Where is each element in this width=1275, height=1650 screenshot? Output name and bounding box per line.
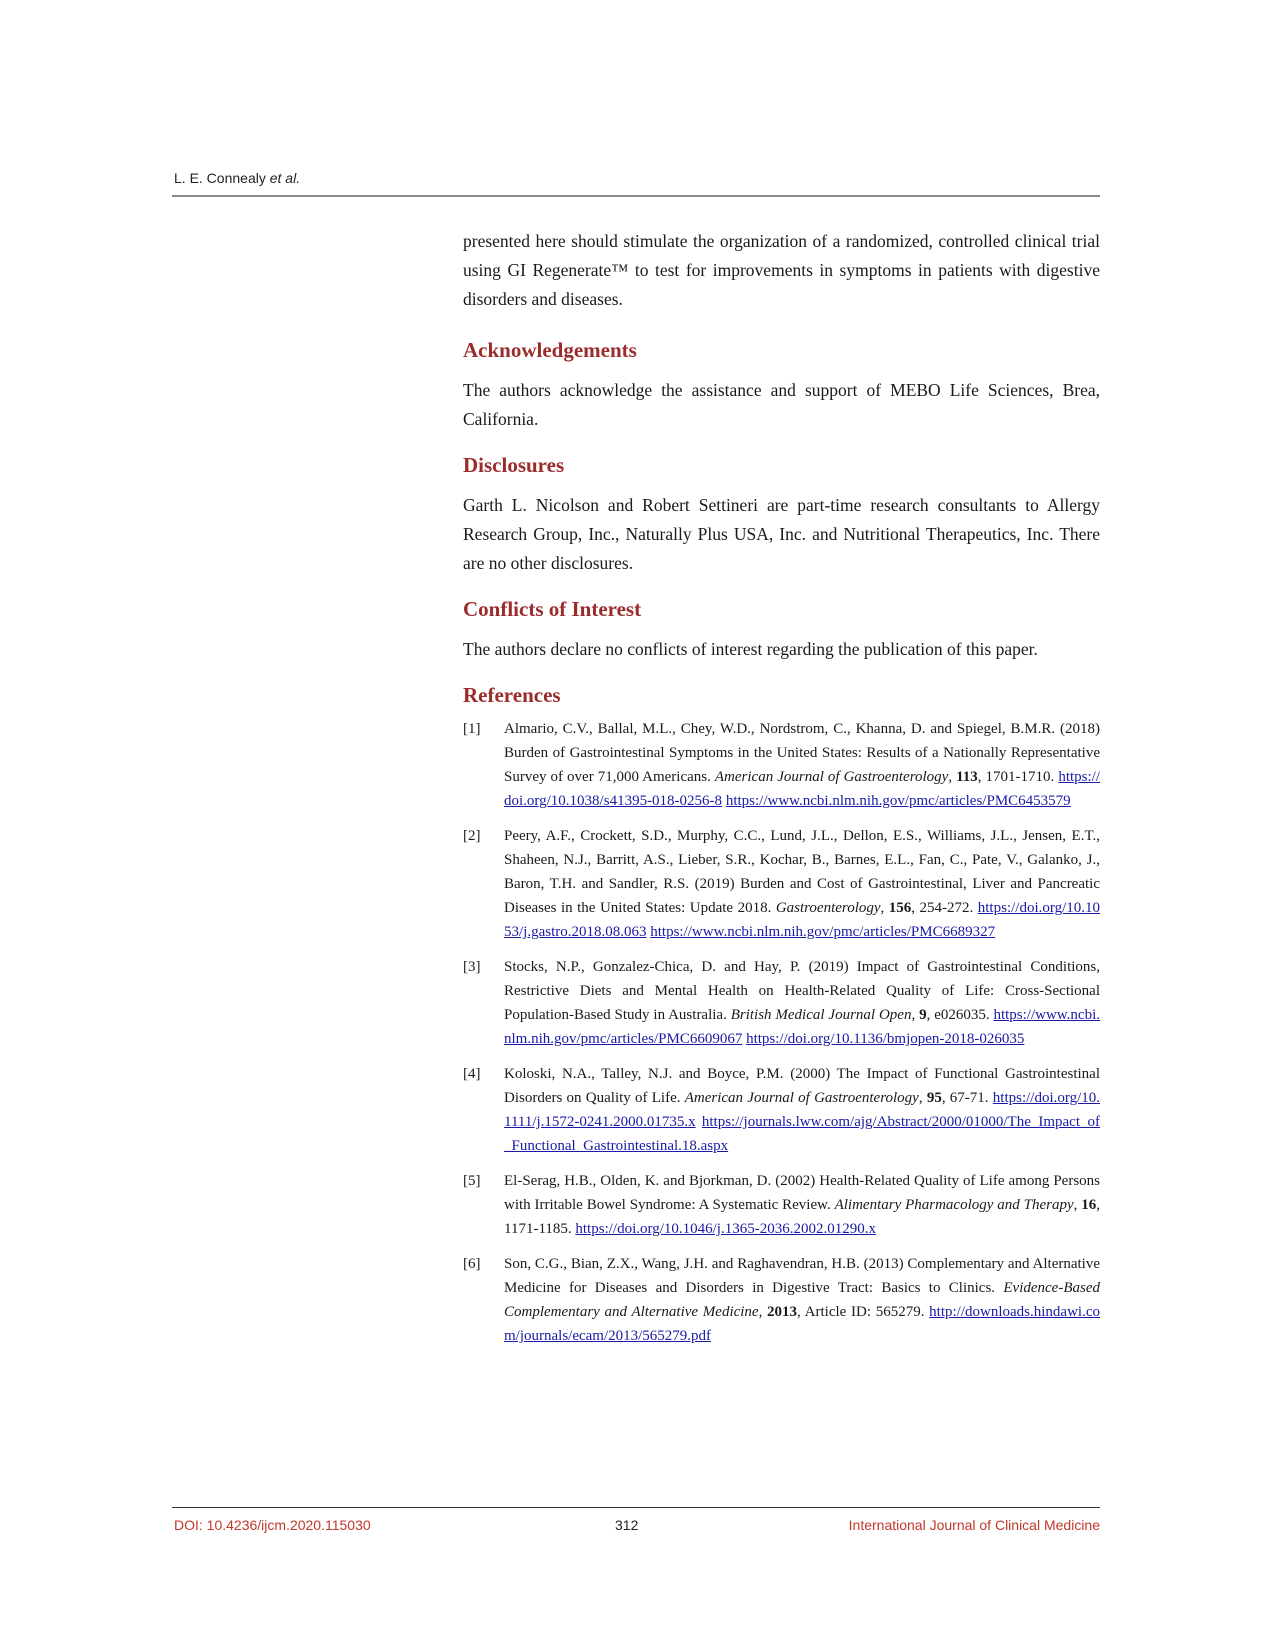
acknowledgements-text: The authors acknowledge the assistance and support of MEBO Life Sciences, Brea, California. [463, 380, 1100, 429]
reference-list [463, 717, 1100, 1348]
page-number: 312 [615, 1517, 639, 1533]
reference-doi-link[interactable]: https://doi.org/10.1046/j.1365-2036.2002.01290.x [575, 1221, 876, 1237]
reference-item [463, 717, 1100, 813]
reference-pmc-link[interactable]: https://www.ncbi.nlm.nih.gov/pmc/articles/PMC6609067 [504, 1007, 1100, 1047]
reference-item [463, 1062, 1100, 1158]
reference-number: [4] [463, 1066, 481, 1082]
reference-doi-link[interactable]: https://doi.org/10.1053/j.gastro.2018.08.063 [504, 900, 1100, 940]
reference-volume: 16 [1081, 1197, 1097, 1213]
reference-journal: Gastroenterology [775, 900, 881, 916]
reference-pages: , 1701-1710. [977, 769, 1059, 785]
reference-item [463, 824, 1100, 944]
reference-volume: 113 [956, 769, 978, 785]
reference-pages: , 67-71. [941, 1090, 993, 1106]
reference-doi-link[interactable]: https://doi.org/10.1111/j.1572-0241.2000.01735.x [504, 1090, 1101, 1130]
running-head-author: L. E. Connealy [174, 170, 266, 186]
reference-text: Koloski, N.A., Talley, N.J. and Boyce, P.M. (2000) The Impact of Functional Gastrointestinal Disorders on Quality of Life. American Journal of Gastroenterology, 95, 67-71. https://doi.org/10.1111/j.1572-0241.2000.01735.x https://journals.lww.com/ajg/Abstract/2000/01000/The_Impact_of_Functional_Gastrointestinal.18.aspx [504, 1066, 1101, 1154]
footer-journal-name: International Journal of Clinical Medicine [848, 1517, 1100, 1533]
reference-authors: Almario, C.V., Ballal, M.L., Chey, W.D., Nordstrom, C., Khanna, D. and Spiegel, B.M.R. (2018) Burden of Gastrointestinal Symptoms in the United States: Results of a Nationally Representative Survey of over 71,000 Americans. [504, 721, 1100, 785]
reference-text: Stocks, N.P., Gonzalez-Chica, D. and Hay, P. (2019) Impact of Gastrointestinal Conditions, Restrictive Diets and Mental Health on Health-Related Quality of Life: Cross-Sectional Population-Based Study in Australia. British Medical Journal Open, 9, e026035. https://www.ncbi.nlm.nih.gov/pmc/articles/PMC6609067 https://doi.org/10.1136/bmjopen-2018-026035 [504, 959, 1100, 1047]
reference-authors: Peery, A.F., Crockett, S.D., Murphy, C.C., Lund, J.L., Dellon, E.S., Williams, J.L., Jensen, E.T., Shaheen, N.J., Barritt, A.S., Lieber, S.R., Kochar, B., Barnes, E.L., Fan, C., Pate, V., Galanko, J., Baron, T.H. and Sandler, R.S. (2019) Burden and Cost of Gastrointestinal, Liver and Pancreatic Diseases in the United States: Update 2018. [504, 828, 1100, 916]
reference-authors: El-Serag, H.B., Olden, K. and Bjorkman, D. (2002) Health-Related Quality of Life among Persons with Irritable Bowel Syndrome: A Systematic Review. [504, 1173, 1100, 1213]
reference-text: El-Serag, H.B., Olden, K. and Bjorkman, D. (2002) Health-Related Quality of Life among Persons with Irritable Bowel Syndrome: A Systematic Review. Alimentary Pharmacology and Therapy, 16, 1171-1185. https://doi.org/10.1046/j.1365-2036.2002.01290.x [504, 1173, 1101, 1237]
reference-number: [6] [463, 1256, 481, 1272]
reference-journal: Evidence-Based Complementary and Alternative Medicine [504, 1280, 1100, 1320]
reference-volume: 156 [888, 900, 912, 916]
reference-journal-link[interactable]: https://journals.lww.com/ajg/Abstract/2000/01000/The_Impact_of_Functional_Gastrointestinal.18.aspx [504, 1114, 1100, 1154]
main-content [463, 227, 1100, 1359]
header-rule [172, 195, 1100, 197]
reference-pmc-link[interactable]: https://www.ncbi.nlm.nih.gov/pmc/articles/PMC6453579 [725, 793, 1071, 809]
reference-doi-link[interactable]: https://doi.org/10.1136/bmjopen-2018-026035 [746, 1031, 1025, 1047]
reference-text: Almario, C.V., Ballal, M.L., Chey, W.D., Nordstrom, C., Khanna, D. and Spiegel, B.M.R. (2018) Burden of Gastrointestinal Symptoms in the United States: Results of a Nationally Representative Survey of over 71,000 Americans. American Journal of Gastroenterology, 113, 1701-1710. https://doi.org/10.1038/s41395-018-0256-8 https://www.ncbi.nlm.nih.gov/pmc/articles/PMC6453579 [504, 721, 1101, 809]
reference-pages: , 1171-1185. [504, 1197, 1101, 1237]
references-heading: References [463, 683, 561, 707]
reference-item [463, 1252, 1100, 1348]
footer-doi: DOI: 10.4236/ijcm.2020.115030 [174, 1517, 371, 1533]
disclosures-text: Garth L. Nicolson and Robert Settineri are part-time research consultants to Allergy Research Group, Inc., Naturally Plus USA, Inc. and Nutritional Therapeutics, Inc. There are no other disclosures. [463, 495, 1100, 573]
conflicts-text: The authors declare no conflicts of interest regarding the publication of this paper. [463, 639, 1038, 659]
reference-pages: , 254-272. [911, 900, 978, 916]
reference-number: [1] [463, 721, 481, 737]
reference-authors: Son, C.G., Bian, Z.X., Wang, J.H. and Raghavendran, H.B. (2013) Complementary and Alternative Medicine for Diseases and Disorders in Digestive Tract: Basics to Clinics. [504, 1256, 1100, 1296]
reference-journal: American Journal of Gastroenterology [684, 1090, 919, 1106]
conflicts-heading: Conflicts of Interest [463, 597, 642, 621]
reference-volume: 2013 [767, 1304, 798, 1320]
reference-item [463, 955, 1100, 1051]
reference-number: [2] [463, 828, 481, 844]
acknowledgements-heading: Acknowledgements [463, 338, 637, 362]
running-head [174, 170, 300, 186]
reference-number: [5] [463, 1173, 481, 1189]
reference-journal: British Medical Journal Open [730, 1007, 912, 1023]
reference-item [463, 1169, 1100, 1241]
reference-text: Peery, A.F., Crockett, S.D., Murphy, C.C., Lund, J.L., Dellon, E.S., Williams, J.L., Jensen, E.T., Shaheen, N.J., Barritt, A.S., Lieber, S.R., Kochar, B., Barnes, E.L., Fan, C., Pate, V., Galanko, J., Baron, T.H. and Sandler, R.S. (2019) Burden and Cost of Gastrointestinal, Liver and Pancreatic Diseases in the United States: Update 2018. Gastroenterology, 156, 254-272. https://doi.org/10.1053/j.gastro.2018.08.063 https://www.ncbi.nlm.nih.gov/pmc/articles/PMC6689327 [504, 828, 1100, 940]
reference-volume: 95 [926, 1090, 942, 1106]
reference-journal: Alimentary Pharmacology and Therapy [834, 1197, 1074, 1213]
reference-text: Son, C.G., Bian, Z.X., Wang, J.H. and Raghavendran, H.B. (2013) Complementary and Alternative Medicine for Diseases and Disorders in Digestive Tract: Basics to Clinics. Evidence-Based Complementary and Alternative Medicine, 2013, Article ID: 565279. http://downloads.hindawi.com/journals/ecam/2013/565279.pdf [504, 1256, 1100, 1344]
reference-number: [3] [463, 959, 481, 975]
reference-journal: American Journal of Gastroenterology [714, 769, 949, 785]
reference-doi-link[interactable]: https://doi.org/10.1038/s41395-018-0256-8 [504, 769, 1101, 809]
reference-pages: , e026035. [926, 1007, 994, 1023]
running-head-etal: et al. [269, 170, 301, 186]
reference-volume: 9 [919, 1007, 927, 1023]
reference-authors: Koloski, N.A., Talley, N.J. and Boyce, P.M. (2000) The Impact of Functional Gastrointestinal Disorders on Quality of Life. [504, 1066, 1100, 1106]
reference-pmc-link[interactable]: https://www.ncbi.nlm.nih.gov/pmc/articles/PMC6689327 [650, 924, 996, 940]
disclosures-heading: Disclosures [463, 453, 565, 477]
reference-authors: Stocks, N.P., Gonzalez-Chica, D. and Hay, P. (2019) Impact of Gastrointestinal Conditions, Restrictive Diets and Mental Health on Health-Related Quality of Life: Cross-Sectional Population-Based Study in Australia. [504, 959, 1100, 1023]
reference-pdf-link[interactable]: http://downloads.hindawi.com/journals/ecam/2013/565279.pdf [504, 1304, 1100, 1344]
intro-paragraph: presented here should stimulate the organization of a randomized, controlled clinical trial using GI Regenerate™ to test for improvements in symptoms in patients with digestive disorders and diseases. [463, 231, 1100, 309]
footer-rule [172, 1507, 1100, 1508]
reference-pages: , Article ID: 565279. [797, 1304, 930, 1320]
